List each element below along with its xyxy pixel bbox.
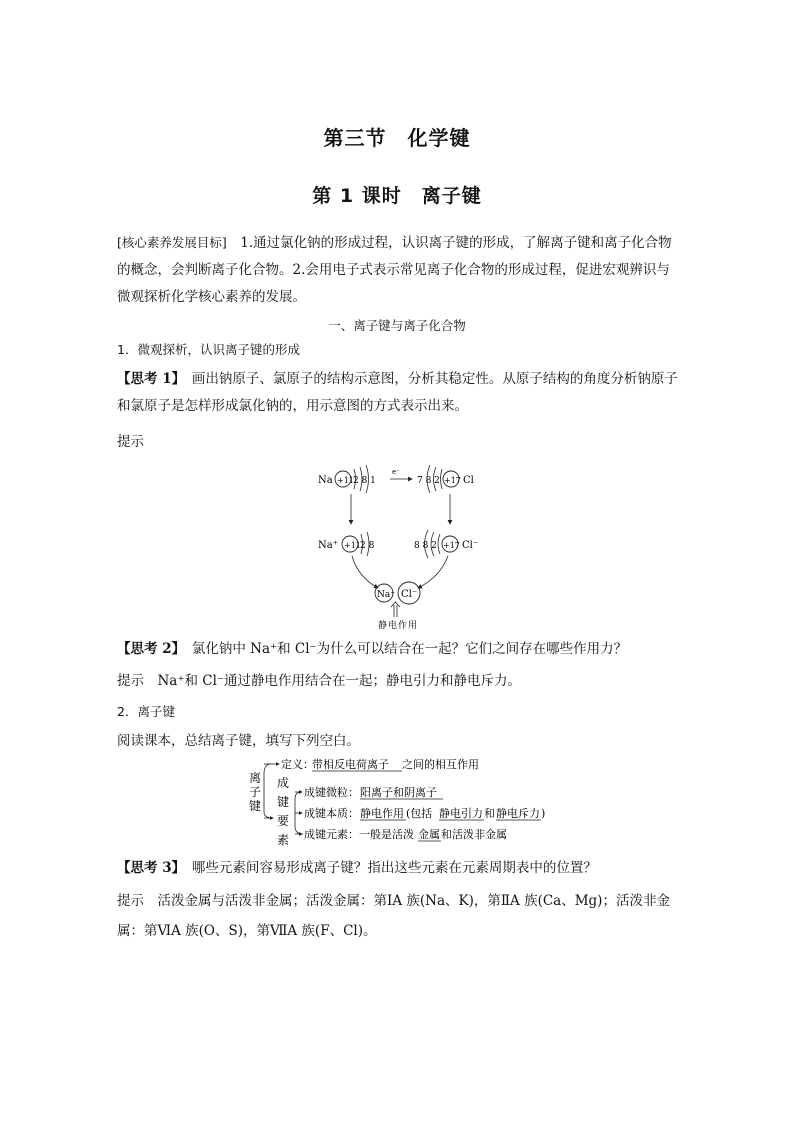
def-fill: 带相反电荷离子 [312, 758, 389, 771]
section-heading: 一、离子键与离子化合物 [328, 318, 466, 333]
product-na-label: Na⁺ [377, 590, 395, 600]
elements-fill: 金属 [418, 828, 440, 841]
item-heading-1: 1．微观探析，认识离子键的形成 [117, 342, 300, 357]
hint3-text: 活泼金属与活泼非金属；活泼金属：第ⅠA 族(Na、K)，第ⅡA 族(Ca、Mg)；活泼非金属：第ⅥA 族(O、S)，第ⅦA 族(F、Cl)。 [117, 893, 670, 939]
na-electron-counts: 2 8 1 [353, 476, 376, 486]
hint2-label: 提示 [117, 673, 144, 689]
item-heading-2: 2．离子键 [117, 704, 175, 719]
think1-text: 画出钠原子、氯原子的结构示意图，分析其稳定性。从原子结构的角度分析钠原子和氯原子是怎样形成氯化钠的，用示意图的方式表示出来。 [117, 371, 678, 414]
root-char-3: 键 [249, 799, 262, 813]
think2-paragraph [117, 636, 682, 663]
think1-paragraph [117, 366, 682, 420]
nacl-formation-diagram [300, 452, 500, 632]
essence-fill2: 静电引力 [439, 807, 483, 820]
root-bracket [264, 764, 273, 818]
cl-atom-symbol: Cl [463, 475, 474, 486]
elements-suffix: 和活泼非金属 [441, 828, 507, 841]
factor-char-4: 素 [277, 833, 290, 847]
reading-instruction: 阅读课本，总结离子键，填写下列空白。 [117, 733, 360, 749]
lesson-title: 第 1 课时 离子键 [312, 185, 482, 207]
na-atom-symbol: Na [318, 475, 333, 486]
essence-mid1: (包括 [406, 807, 433, 820]
section-title: 第三节 化学键 [323, 126, 471, 150]
essence-fill: 静电作用 [360, 807, 404, 820]
essence-mid2: 和 [484, 807, 495, 820]
na-ion-nucleus-charge: +11 [344, 541, 361, 550]
cl-ion-nucleus-charge: +17 [443, 541, 460, 550]
na-ion-converge-arrow [352, 556, 378, 588]
particle-fill: 阳离子和阴离子 [360, 786, 437, 799]
force-label: 静电作用 [378, 621, 419, 631]
think3-paragraph [117, 855, 682, 882]
hint2-paragraph [117, 668, 682, 695]
def-suffix: 之间的相互作用 [402, 758, 479, 771]
goals-paragraph [117, 229, 682, 311]
cl-ion-electron-counts: 8 8 2 [414, 541, 437, 551]
hint3-label: 提示 [117, 893, 144, 909]
na-nucleus-charge: +11 [337, 476, 354, 485]
essence-prefix: 成键本质： [304, 807, 359, 820]
think1-tag: 【思考 1】 [117, 371, 179, 387]
electron-label: e⁻ [392, 468, 400, 476]
hint-label: 提示 [117, 434, 144, 450]
cl-ion-converge-arrow [418, 556, 448, 588]
factor-char-3: 要 [277, 814, 290, 828]
hint2-text: Na⁺和 Cl⁻通过静电作用结合在一起；静电引力和静电斥力。 [144, 673, 522, 689]
think2-tag: 【思考 2】 [117, 641, 179, 657]
factor-char-1: 成 [277, 776, 290, 790]
essence-end: ) [541, 807, 546, 820]
think3-tag: 【思考 3】 [117, 860, 179, 876]
factor-char-2: 键 [277, 795, 290, 809]
think3-text: 哪些元素间容易形成离子键？指出这些元素在元素周期表中的位置？ [178, 860, 597, 876]
root-char-2: 子 [249, 785, 262, 799]
na-ion-electron-counts: 2 8 [360, 541, 375, 551]
force-arrow-head [391, 602, 400, 607]
na-ion-symbol: Na⁺ [318, 540, 338, 551]
root-char-1: 离 [249, 771, 262, 785]
goals-tag: [核心素养发展目标] [117, 235, 227, 250]
ionic-bond-concept-map [245, 754, 555, 850]
cl-electron-counts: 7 8 2 [417, 476, 440, 486]
cl-ion-symbol: Cl⁻ [462, 540, 479, 551]
hint3-paragraph [117, 886, 682, 946]
particle-prefix: 成键微粒： [304, 786, 359, 799]
def-prefix: 定义： [281, 758, 314, 771]
product-cl-label: Cl⁻ [401, 589, 418, 600]
goals-text: 1.通过氯化钠的形成过程，认识离子键的形成，了解离子键和离子化合物的概念，会判断离子化合物。2.会用电子式表示常见离子化合物的形成过程，促进宏观辨识与微观探析化学核心素养的发展。 [117, 235, 672, 305]
cl-nucleus-charge: +17 [444, 476, 461, 485]
elements-prefix: 成键元素：一般是活泼 [304, 828, 414, 841]
think2-text: 氯化钠中 Na⁺和 Cl⁻为什么可以结合在一起？它们之间存在哪些作用力？ [178, 641, 628, 657]
essence-fill3: 静电斥力 [496, 807, 540, 820]
